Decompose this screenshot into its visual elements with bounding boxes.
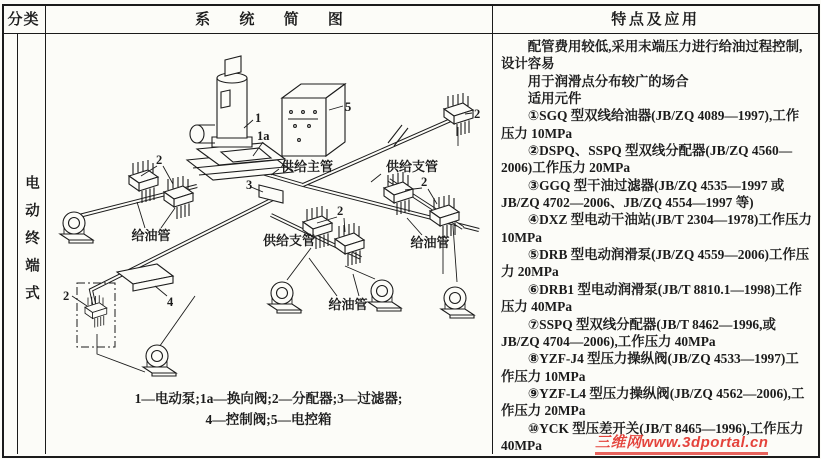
part-label-distributor-top-right: 2 [474, 107, 481, 121]
bearing-bottom-left [143, 345, 176, 376]
feature-paragraph: ①SGQ 型双线给油器(JB/ZQ 4089—1997),工作压力 10MPa [501, 108, 800, 141]
feed-line-bottom-left [97, 296, 195, 372]
part-label-distributor-bottom-left: 2 [63, 289, 70, 303]
feature-paragraph: ⑨YZF-L4 型压力操纵阀(JB/ZQ 4562—2006),工作压力 20MPa [501, 385, 805, 419]
leader-2-bottom-left [72, 296, 87, 306]
feature-paragraph: ⑤DRB 型电动润滑泵(JB/ZQ 4559—2006)工作压力 20MPa [501, 247, 810, 280]
watermark: 三维网www.3dportal.cn [595, 431, 768, 455]
part-label-control-box: 5 [345, 100, 352, 114]
leader-4 [155, 286, 167, 296]
part-label-distributor-center: 2 [337, 204, 344, 218]
feature-paragraph: 适用元件 [527, 91, 582, 107]
header-system-diagram-label: 系统简图 [195, 12, 373, 28]
bearing-left [60, 212, 93, 243]
branch-pipe-lower-left [91, 195, 281, 308]
distributor-bottom-left [85, 295, 107, 327]
features-column [493, 34, 818, 454]
feature-paragraph: ②DSPQ、SSPQ 型双线分配器(JB/ZQ 4560—2006)工作压力 20MPa [501, 143, 793, 176]
distributor-right-2 [430, 195, 459, 238]
bearing-bottom-3 [441, 287, 474, 318]
part-label-distributor-left: 2 [156, 153, 163, 167]
feature-paragraph: 配管费用较低,采用末端压力进行给油过程控制,设计容易 [501, 39, 803, 72]
header-classification: 分类 [7, 12, 40, 28]
electric-pump [187, 56, 293, 180]
part-label-filter: 3 [246, 178, 253, 192]
part-label-control-valve: 4 [167, 295, 174, 309]
diagram-caption [45, 388, 492, 430]
leader-branch-right [371, 174, 381, 182]
label-supply-branch-pipe-right: 供给支管 [385, 159, 439, 174]
electric-control-box [282, 84, 345, 156]
diagram-caption-line2: 4—控制阀;5—电控箱 [205, 412, 332, 427]
label-feed-pipe-center: 给油管 [328, 297, 368, 312]
distributor-top-right [444, 93, 473, 136]
feature-paragraph: ⑧YZF-J4 型压力操纵阀(JB/ZQ 4533—1997)工作压力 10MPa [501, 351, 799, 384]
distributor-left-2 [164, 176, 193, 219]
bearing-bottom-2 [368, 280, 401, 311]
lubrication-system-diagram [45, 34, 492, 388]
feature-paragraph: ③GGQ 型干油过滤器(JB/ZQ 4535—1997 或 JB/ZQ 4702—2006、JB/ZQ 4554—1997 等) [501, 177, 785, 211]
feature-paragraph: 用于润滑点分布较广的场合 [527, 73, 689, 89]
part-label-distributor-right: 2 [421, 175, 428, 189]
feature-paragraph: ⑥DRB1 型电动润滑泵(JB/T 8810.1—1998)工作压力 40MPa [501, 281, 802, 315]
header-system-diagram [46, 4, 492, 33]
classification-cell [18, 34, 45, 454]
feature-paragraph: ④DXZ 型电动干油站(JB/T 2304—1978)工作压力 10MPa [501, 212, 812, 245]
distributor-center-2 [335, 223, 364, 266]
part-label-reversing-valve: 1a [257, 129, 270, 143]
header-features: 特点及应用 [611, 12, 700, 28]
label-feed-pipe-left: 给油管 [131, 228, 171, 243]
oil-filter [259, 185, 283, 203]
bearing-bottom-1 [268, 282, 301, 313]
feature-paragraph: ⑦SSPQ 型双线分配器(JB/T 8462—1996,或 JB/ZQ 4704—2006),工作压力 40MPa [501, 316, 776, 349]
feed-line-center [287, 248, 375, 280]
control-valve [117, 264, 173, 291]
label-supply-main-pipe: 供给主管 [280, 159, 334, 174]
feature-paragraph: ⑩YCK 型压差开关(JB/T 8465—1996),工作压力 40MPa [501, 420, 804, 453]
feed-leader-left [137, 202, 175, 228]
classification-value: 电动终端式 [23, 175, 39, 313]
diagram-caption-line1: 1—电动泵;1a—换向阀;2—分配器;3—过滤器; [134, 391, 403, 406]
label-supply-branch-pipe-center: 供给支管 [262, 233, 316, 248]
label-feed-pipe-right: 给油管 [410, 235, 450, 250]
part-label-pump: 1 [255, 111, 262, 125]
distributor-left-1 [129, 160, 158, 203]
feed-leader-right [407, 218, 422, 235]
